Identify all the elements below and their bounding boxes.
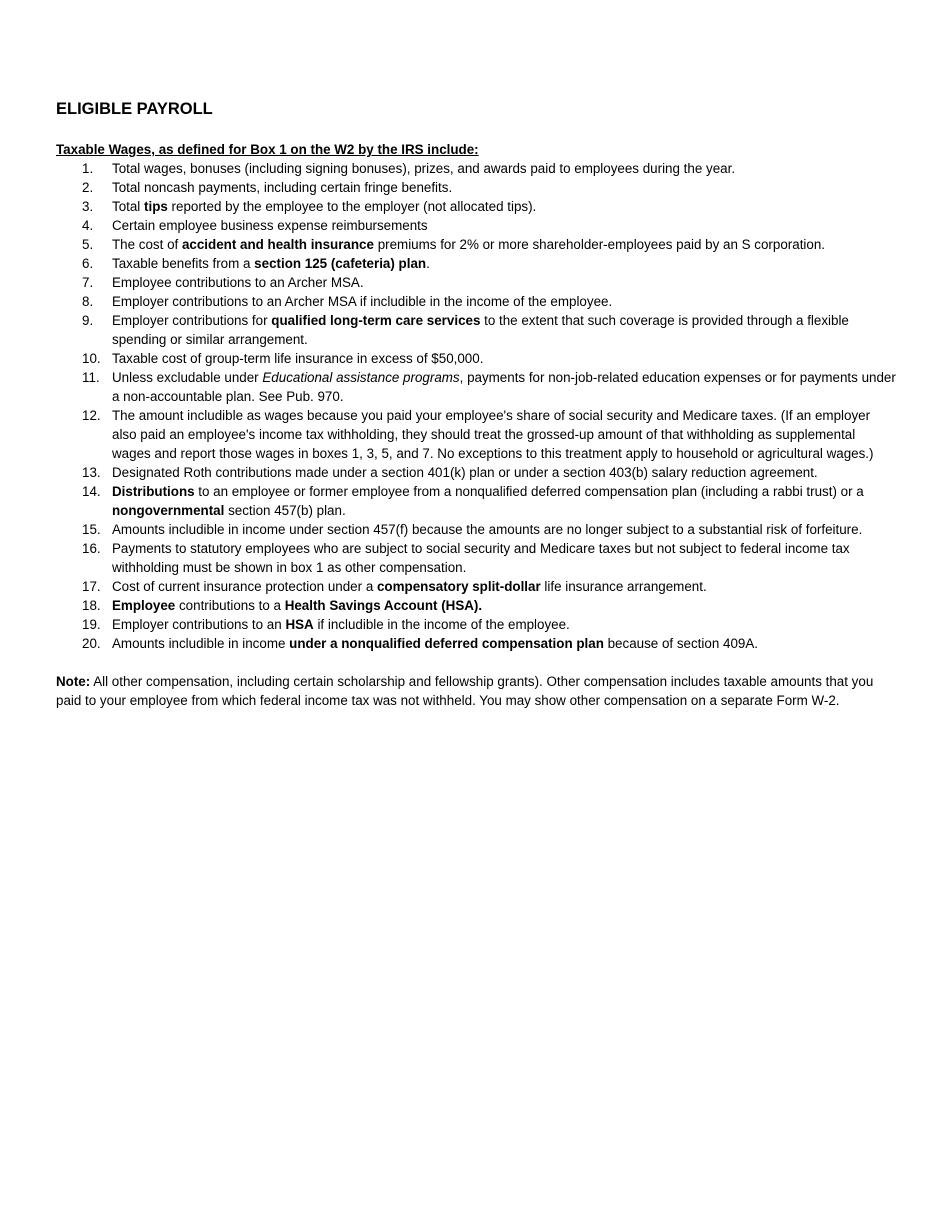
text-run: Taxable benefits from a [112,256,255,271]
bold-text: Employee [112,598,176,613]
list-item-number-text: 7. [82,275,94,290]
text-run: Employer contributions to an Archer MSA if includible in the income of the employee. [112,294,613,309]
text-run: Cost of current insurance protection under a [112,579,377,594]
list-item-number [56,539,112,577]
list-item-text [112,596,896,615]
list-item-text [112,634,896,653]
list-item [56,596,896,615]
list-item-text [112,368,896,406]
bold-text: tips [144,199,168,214]
text-run: section 457(b) plan. [224,503,346,518]
list-item-number-text: 13. [82,465,101,480]
text-run: contributions to a [175,598,285,613]
list-item-number-text: 8. [82,294,94,309]
list-item [56,634,896,653]
list-item-text [112,178,896,197]
list-item-number-text: 3. [82,199,94,214]
list-item [56,463,896,482]
list-item-number [56,463,112,482]
list-item [56,539,896,577]
list-item-text [112,273,896,292]
list-item-text [112,292,896,311]
list-item [56,235,896,254]
list-item-number [56,406,112,463]
text-run: premiums for 2% or more shareholder-employees paid by an S corporation. [373,237,826,252]
list-item-text [112,311,896,349]
italic-text: Educational assistance programs [262,370,460,385]
list-item [56,216,896,235]
text-run: to an employee or former employee from a nonqualified deferred compensation plan (including a rabbi trust) or a [194,484,864,499]
list-item-number-text: 11. [82,370,100,385]
list-item-number [56,216,112,235]
list-item [56,406,896,463]
text-run: , payments for non-job-related education expenses or for payments under a non-accountable plan. See Pub. 970. [112,370,896,404]
list-item-number-text: 4. [82,218,94,233]
list-item-text [112,159,896,178]
list-item-text [112,406,896,463]
text-run: Employee contributions to an Archer MSA. [112,275,364,290]
note-text: All other compensation, including certain scholarship and fellowship grants). Other compensation includes taxable amounts that you paid to your employee from which federal income tax was not withheld. You may show other compensation on a separate Form W-2. [56,674,874,708]
list-item-text [112,482,896,520]
text-run: Amounts includible in income [112,636,290,651]
text-run: Designated Roth contributions made under a section 401(k) plan or under a section 403(b) salary reduction agreement. [112,465,818,480]
list-item-number-text: 12. [82,408,101,423]
list-item-number-text: 5. [82,237,94,252]
list-item-number [56,368,112,406]
list-item [56,178,896,197]
text-run: Amounts includible in income under section 457(f) because the amounts are no longer subject to a substantial risk of forfeiture. [112,522,863,537]
list-item-number [56,235,112,254]
list-item [56,159,896,178]
list-item-number [56,634,112,653]
list-item-number-text: 15. [82,522,101,537]
text-run: Payments to statutory employees who are subject to social security and Medicare taxes but not subject to federal income tax withholding must be shown in box 1 as other compensation. [112,541,850,575]
taxable-wages-list [56,159,896,653]
list-item-number-text: 1. [82,161,94,176]
list-item [56,615,896,634]
bold-text: section 125 (cafeteria) plan [254,256,427,271]
list-item [56,520,896,539]
list-item [56,197,896,216]
list-item-number-text: 10. [82,351,101,366]
text-run: . [426,256,430,271]
text-run: Taxable cost of group-term life insurance in excess of $50,000. [112,351,484,366]
bold-text: under a nonqualified deferred compensation plan [289,636,604,651]
text-run: life insurance arrangement. [540,579,707,594]
list-item-number [56,197,112,216]
list-item-number [56,577,112,596]
list-item [56,368,896,406]
text-run: Unless excludable under [112,370,263,385]
list-item-number-text: 6. [82,256,94,271]
list-item [56,273,896,292]
list-item [56,577,896,596]
list-item-number-text: 14. [82,484,101,499]
text-run: Total wages, bonuses (including signing bonuses), prizes, and awards paid to employees during the year. [112,161,736,176]
page-title: ELIGIBLE PAYROLL [56,100,213,118]
text-run: reported by the employee to the employer (not allocated tips). [167,199,537,214]
note-label: Note: [56,674,91,689]
list-item-number-text: 17. [82,579,101,594]
list-item-number [56,292,112,311]
list-item-text [112,254,896,273]
list-item-number [56,178,112,197]
bold-text: compensatory split-dollar [376,579,541,594]
list-item-text [112,216,896,235]
list-item-number-text: 20. [82,636,101,651]
list-item-number [56,311,112,349]
list-item-text [112,197,896,216]
text-run: The amount includible as wages because you paid your employee's share of social security and Medicare taxes. (If an employer also paid an employee's income tax withholding, they should treat the grossed-up amount of that withholding as supplemental wages and report those wages in boxes 1, 3, 5, and 7. No exceptions to this treatment apply to household or agricultural wages.) [112,408,874,461]
list-item-number [56,482,112,520]
list-item-number [56,520,112,539]
list-item-number [56,159,112,178]
text-run: Employer contributions for [112,313,272,328]
list-item-number-text: 18. [82,598,101,613]
text-run: Certain employee business expense reimbursements [112,218,428,233]
text-run: Total [112,199,145,214]
text-run: to the extent that such coverage is provided through a flexible spending or similar arrangement. [112,313,849,347]
list-item-number [56,349,112,368]
list-item-text [112,577,896,596]
text-run: The cost of [112,237,182,252]
list-item [56,311,896,349]
document-page [56,99,896,710]
bold-text: nongovernmental [112,503,225,518]
list-item [56,482,896,520]
list-item-number [56,254,112,273]
text-run: Employer contributions to an [112,617,286,632]
text-run: Total noncash payments, including certain fringe benefits. [112,180,453,195]
list-item-number-text: 19. [82,617,101,632]
list-item [56,254,896,273]
bold-text: Health Savings Account (HSA). [284,598,483,613]
list-item-text [112,539,896,577]
list-item-number-text: 16. [82,541,101,556]
list-item-number [56,615,112,634]
list-item-text [112,520,896,539]
list-item [56,349,896,368]
list-item-text [112,235,896,254]
bold-text: qualified long-term care services [271,313,481,328]
list-item-number [56,273,112,292]
note-paragraph [56,672,896,710]
bold-text: accident and health insurance [181,237,374,252]
list-item-text [112,463,896,482]
list-item-number-text: 9. [82,313,94,328]
list-item-text [112,615,896,634]
list-item-text [112,349,896,368]
list-item [56,292,896,311]
list-item-number-text: 2. [82,180,94,195]
text-run: if includible in the income of the employee. [313,617,570,632]
bold-text: HSA [285,617,314,632]
text-run: because of section 409A. [603,636,758,651]
section-heading: Taxable Wages, as defined for Box 1 on the W2 by the IRS include: [56,142,479,157]
list-item-number [56,596,112,615]
bold-text: Distributions [112,484,195,499]
